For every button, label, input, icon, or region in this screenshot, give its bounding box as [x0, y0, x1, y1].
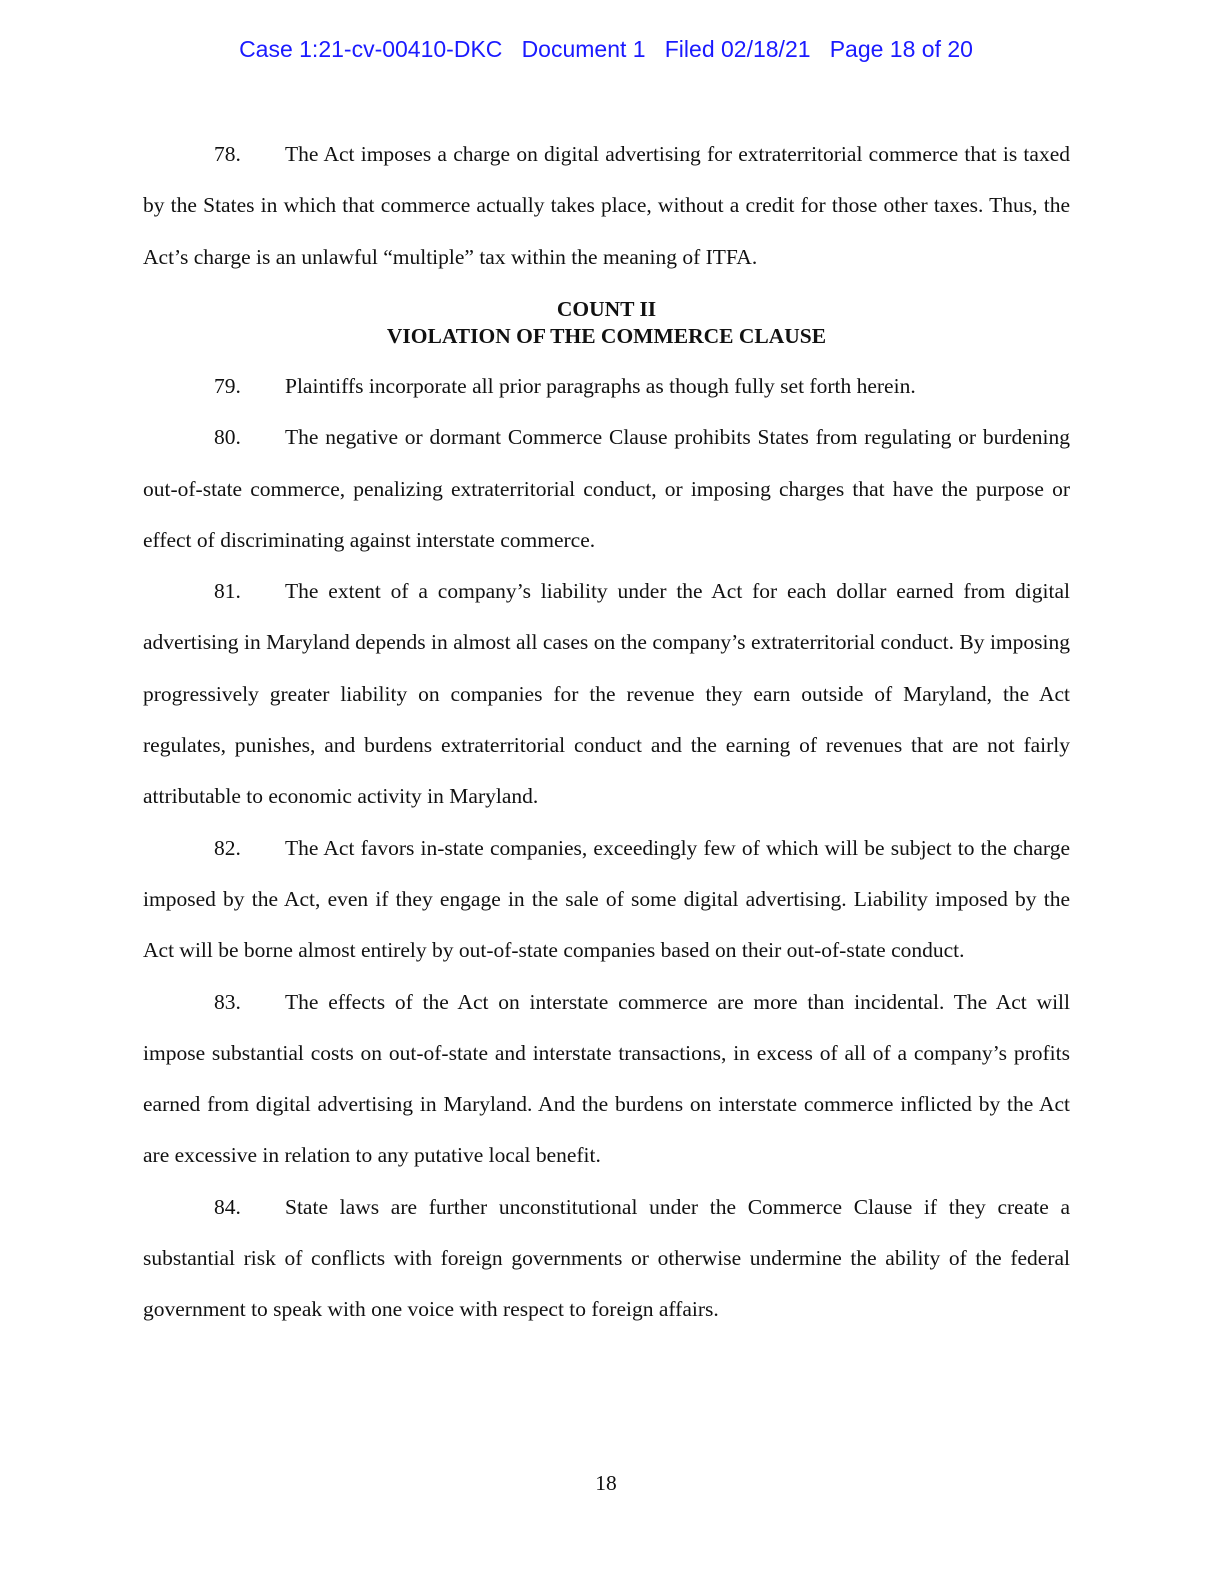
count-title: COUNT II	[556, 297, 657, 321]
paragraph-text: State laws are further unconstitutional under the Commerce Clause if they create a substantial risk of conflicts with foreign governments or otherwise undermine the ability of the federal government to speak with one voice with respect to foreign affairs.	[143, 1194, 1070, 1322]
paragraph-number: 84.	[214, 1194, 241, 1219]
case-header: Case 1:21-cv-00410-DKC Document 1 Filed 02/18/21 Page 18 of 20	[239, 36, 973, 62]
paragraph-83	[143, 977, 1070, 1182]
paragraph-82	[143, 823, 1070, 977]
document-body-part2	[143, 361, 1070, 1336]
paragraph-78	[143, 129, 1070, 283]
paragraph-number: 83.	[214, 989, 241, 1014]
paragraph-81	[143, 566, 1070, 822]
paragraph-80	[143, 412, 1070, 566]
count-subtitle: VIOLATION OF THE COMMERCE CLAUSE	[386, 324, 827, 348]
paragraph-text: The effects of the Act on interstate commerce are more than incidental. The Act will impose substantial costs on out-of-state and interstate transactions, in excess of all of a company’s profits earned from digital advertising in Maryland. And the burdens on interstate commerce inflicted by the Act are excessive in relation to any putative local benefit.	[143, 989, 1070, 1168]
paragraph-text: The Act favors in-state companies, exceedingly few of which will be subject to the charge imposed by the Act, even if they engage in the sale of some digital advertising. Liability imposed by the Act will be borne almost entirely by out-of-state companies based on their out-of-state conduct.	[143, 835, 1070, 963]
paragraph-79	[143, 361, 1070, 412]
page-number: 18	[595, 1471, 617, 1495]
paragraph-number: 82.	[214, 835, 241, 860]
paragraph-text: Plaintiffs incorporate all prior paragraphs as though fully set forth herein.	[285, 374, 916, 398]
paragraph-number: 78.	[214, 142, 241, 166]
section-heading	[143, 296, 1070, 350]
paragraph-number: 79.	[214, 374, 241, 398]
paragraph-text: The negative or dormant Commerce Clause prohibits States from regulating or burdening out-of-state commerce, penalizing extraterritorial conduct, or imposing charges that have the purpose or effect of discriminating against interstate commerce.	[143, 425, 1070, 552]
paragraph-text: The Act imposes a charge on digital advertising for extraterritorial commerce that is taxed by the States in which that commerce actually takes place, without a credit for those other taxes. Thus, the Act’s charge is an unlawful “multiple” tax within the meaning of ITFA.	[143, 142, 1070, 269]
paragraph-84	[143, 1182, 1070, 1336]
paragraph-text: The extent of a company’s liability under the Act for each dollar earned from digital advertising in Maryland depends in almost all cases on the company’s extraterritorial conduct. By imposing progressively greater liability on companies for the revenue they earn outside of Maryland, the Act regulates, punishes, and burdens extraterritorial conduct and the earning of revenues that are not fairly attributable to economic activity in Maryland.	[143, 579, 1070, 809]
paragraph-number: 81.	[214, 579, 241, 604]
document-body-part1	[143, 129, 1070, 283]
paragraph-number: 80.	[214, 425, 241, 450]
